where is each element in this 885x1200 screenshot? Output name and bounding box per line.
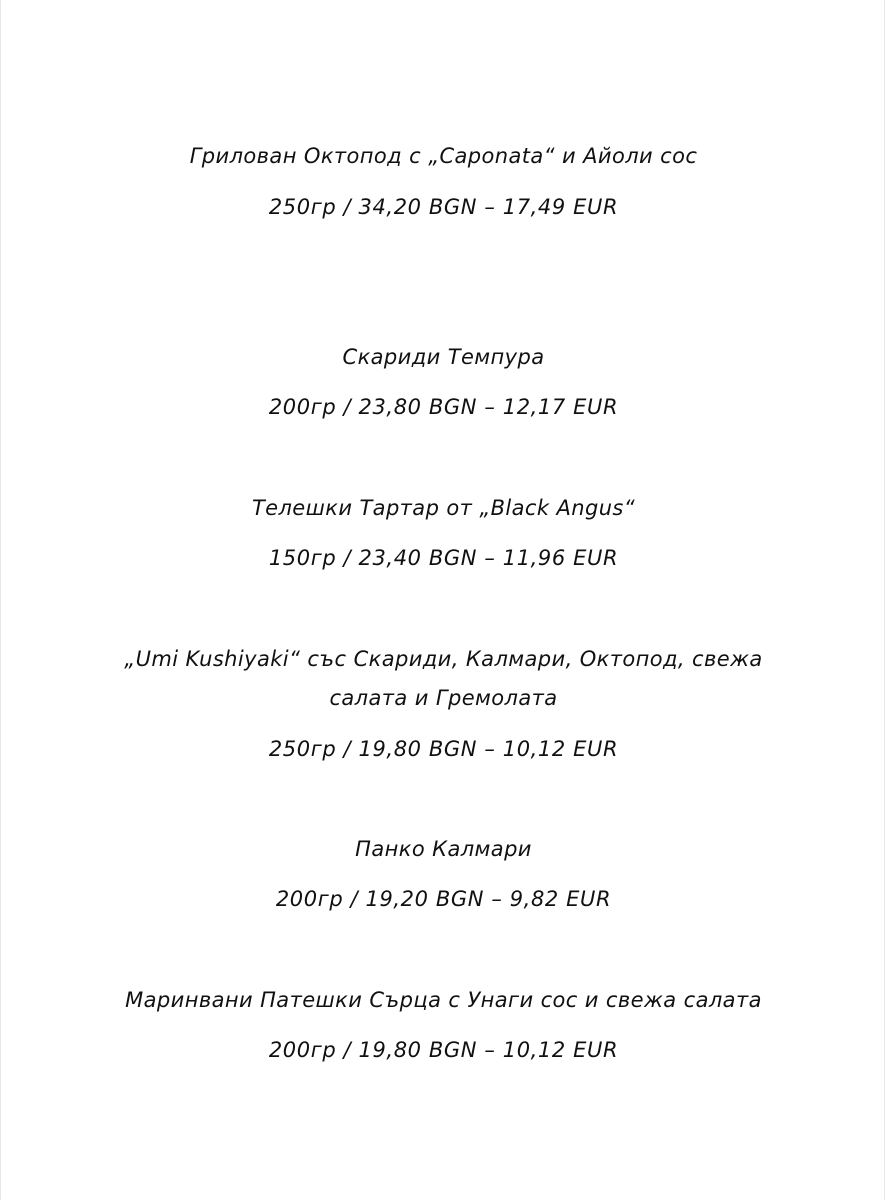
menu-item-price: 250гр / 34,20 BGN – 17,49 EUR [268,195,619,219]
menu-item-price: 200гр / 23,80 BGN – 12,17 EUR [268,395,619,419]
menu-item-name: Скариди Темпура [342,345,545,369]
menu-item-name: Телешки Тартар от „Black Angus“ [251,496,636,520]
menu-item-price: 200гр / 19,20 BGN – 9,82 EUR [275,887,612,911]
menu-item-price: 150гр / 23,40 BGN – 11,96 EUR [268,546,619,570]
menu-item-name-continued: салата и Гремолата [329,686,558,710]
menu-item-name: Маринвани Патешки Сърца с Унаги сос и свежа салата [125,988,762,1012]
menu-item-name: „Umi Kushiyaki“ със Скариди, Калмари, Октопод, свежа [124,647,763,671]
menu-item-price: 250гр / 19,80 BGN – 10,12 EUR [268,737,619,761]
menu-item-name: Грилован Октопод с „Caponata“ и Айоли сос [189,144,698,168]
menu-item-name: Панко Калмари [355,837,532,861]
menu-item-price: 200гр / 19,80 BGN – 10,12 EUR [268,1038,619,1062]
